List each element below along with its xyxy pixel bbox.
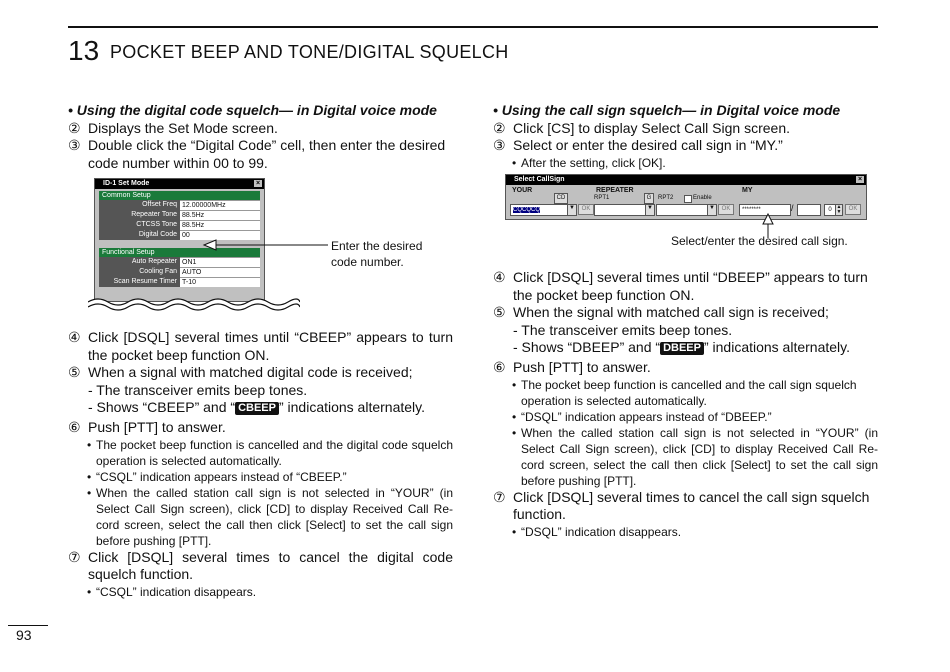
left-column-lower	[68, 329, 453, 600]
my-label: MY	[742, 187, 753, 194]
repeater-tone-row[interactable]: Repeater Tone 88.5Hz	[99, 210, 260, 220]
callsign-titlebar: Select CallSign ×	[506, 175, 866, 185]
right-step-5-sub1: - The transceiver emits beep tones.	[513, 321, 733, 338]
my-input[interactable]: ********	[739, 204, 791, 216]
stepper-arrows-icon[interactable]: ▲ ▼	[836, 204, 842, 215]
repeater-ok-button[interactable]: OK	[718, 204, 734, 215]
common-setup-section: Common Setup	[99, 191, 260, 200]
cbeep-badge: CBEEP	[235, 402, 279, 415]
left-step-6-bullet3: • When the called station call sign is not selected in “YOUR” (in Select Call Sign screen), click [CD] to display Received Call Re-cord screen, select the call then click [Select] to set the call sign before pushing [PTT].	[68, 485, 453, 549]
select-callsign-window	[505, 174, 867, 220]
right-step-6-bullet1: • The pocket beep function is cancelled and the call sign squelch operation is selected automatically.	[493, 377, 878, 409]
rpt2-label: RPT2	[658, 195, 674, 201]
enable-label: Enable	[693, 195, 712, 201]
slash-label: /	[791, 203, 794, 213]
left-step-6: ⑥ Push [PTT] to answer.	[68, 418, 226, 435]
left-step-4: ④ Click [DSQL] several times until “CBEEP” appears to turn the pocket beep function ON.	[68, 329, 453, 363]
your-label: YOUR	[512, 187, 533, 194]
repeater-label: REPEATER	[596, 187, 634, 194]
my-ok-button[interactable]: OK	[845, 204, 861, 215]
digital-code-callout: Enter the desired code number.	[331, 239, 423, 269]
right-step-4: ④ Click [DSQL] several times until “DBEEP” appears to turn the pocket beep function ON.	[493, 269, 868, 303]
left-step-6-bullet1: • The pocket beep function is cancelled and the digital code squelch operation is selected automatically.	[68, 437, 453, 469]
enable-checkbox[interactable]	[684, 195, 692, 203]
cd-button[interactable]: CD	[554, 193, 568, 204]
close-icon[interactable]: ×	[255, 180, 261, 187]
left-heading: • Using the digital code squelch— in Digital voice mode	[68, 102, 437, 118]
left-column	[68, 102, 453, 172]
my-suffix-input[interactable]	[797, 204, 821, 216]
left-step-5-sub1: - The transceiver emits beep tones.	[88, 381, 308, 398]
right-step-6: ⑥ Push [PTT] to answer.	[493, 358, 651, 375]
right-step-3: ③ Select or enter the desired call sign in “MY.”	[493, 137, 783, 154]
right-step-6-bullet2: • “DSQL” indication appears instead of “DBEEP.”	[493, 409, 878, 425]
close-icon[interactable]: ×	[857, 176, 863, 183]
auto-repeater-row[interactable]: Auto Repeater ON1	[99, 257, 260, 267]
top-rule	[68, 26, 878, 28]
rpt2-input[interactable]	[656, 204, 708, 216]
right-step-5: ⑤ When the signal with matched call sign is received;	[493, 304, 829, 321]
callout-arrow-icon	[200, 236, 330, 252]
g-button[interactable]: G	[644, 193, 654, 204]
page-number: 93	[16, 627, 32, 643]
left-step-5-sub2: - Shows “CBEEP” and “ CBEEP ” indications alternately.	[88, 399, 426, 416]
chapter-number: 13	[68, 35, 100, 66]
right-step-2: ② Click [CS] to display Select Call Sign screen.	[493, 119, 790, 136]
left-step-7: ⑦ Click [DSQL] several times to cancel the digital code squelch function.	[68, 548, 453, 583]
set-mode-titlebar: ID-1 Set Mode ×	[95, 179, 264, 189]
left-step-5: ⑤ When a signal with matched digital code is received;	[68, 364, 413, 381]
your-input[interactable]: CQCQCQ	[510, 204, 569, 216]
rpt1-label: RPT1	[594, 195, 610, 201]
chevron-down-icon[interactable]: ▼	[567, 204, 577, 216]
rpt1-input[interactable]	[594, 204, 646, 216]
chevron-down-icon[interactable]: ▼	[645, 204, 655, 216]
offset-freq-row[interactable]: Offset Freq 12.00000MHz	[99, 200, 260, 210]
scan-resume-timer-row[interactable]: Scan Resume Timer T-10	[99, 277, 260, 287]
right-column	[493, 102, 878, 171]
cooling-fan-row[interactable]: Cooling Fan AUTO	[99, 267, 260, 277]
functional-setup-section: Functional Setup	[99, 248, 260, 257]
left-step-6-bullet2: • “CSQL” indication appears instead of “CBEEP.”	[68, 469, 453, 485]
torn-edge-icon	[88, 292, 300, 316]
right-step-7-bullet1: • “DSQL” indication disappears.	[493, 524, 878, 540]
chevron-down-icon[interactable]: ▼	[707, 204, 717, 216]
page-number-rule	[8, 625, 48, 626]
right-step-6-bullet3: • When the called station call sign is not selected in “YOUR” (in Select Call Sign screen), click [CD] to display Received Call Re-cord screen, select the call then click [Select] to set the call sign before pushing [PTT].	[493, 425, 878, 489]
my-number-stepper[interactable]: 0	[824, 204, 836, 216]
right-step-5-sub2: - Shows “DBEEP” and “ DBEEP ” indications alternately.	[513, 339, 851, 356]
right-column-lower	[493, 269, 878, 540]
digital-code-row[interactable]: Digital Code 00	[99, 230, 260, 240]
left-step-3: ③ Double click the “Digital Code” cell, then enter the desired code number within 00 to 99.	[68, 137, 446, 171]
left-step-7-bullet1: • “CSQL” indication disappears.	[68, 584, 453, 600]
left-step-2: ② Displays the Set Mode screen.	[68, 119, 278, 136]
ctcss-tone-row[interactable]: CTCSS Tone 88.5Hz	[99, 220, 260, 230]
right-step-7: ⑦ Click [DSQL] several times to cancel the call sign squelch function.	[493, 488, 870, 523]
your-ok-button[interactable]: OK	[578, 204, 594, 215]
chapter-title: POCKET BEEP AND TONE/DIGITAL SQUELCH	[110, 42, 509, 62]
dbeep-badge: DBEEP	[660, 342, 704, 355]
callsign-callout: Select/enter the desired call sign.	[671, 234, 848, 248]
right-step-3-bullet1: • After the setting, click [OK].	[493, 155, 878, 171]
right-heading: • Using the call sign squelch— in Digital voice mode	[493, 102, 841, 118]
